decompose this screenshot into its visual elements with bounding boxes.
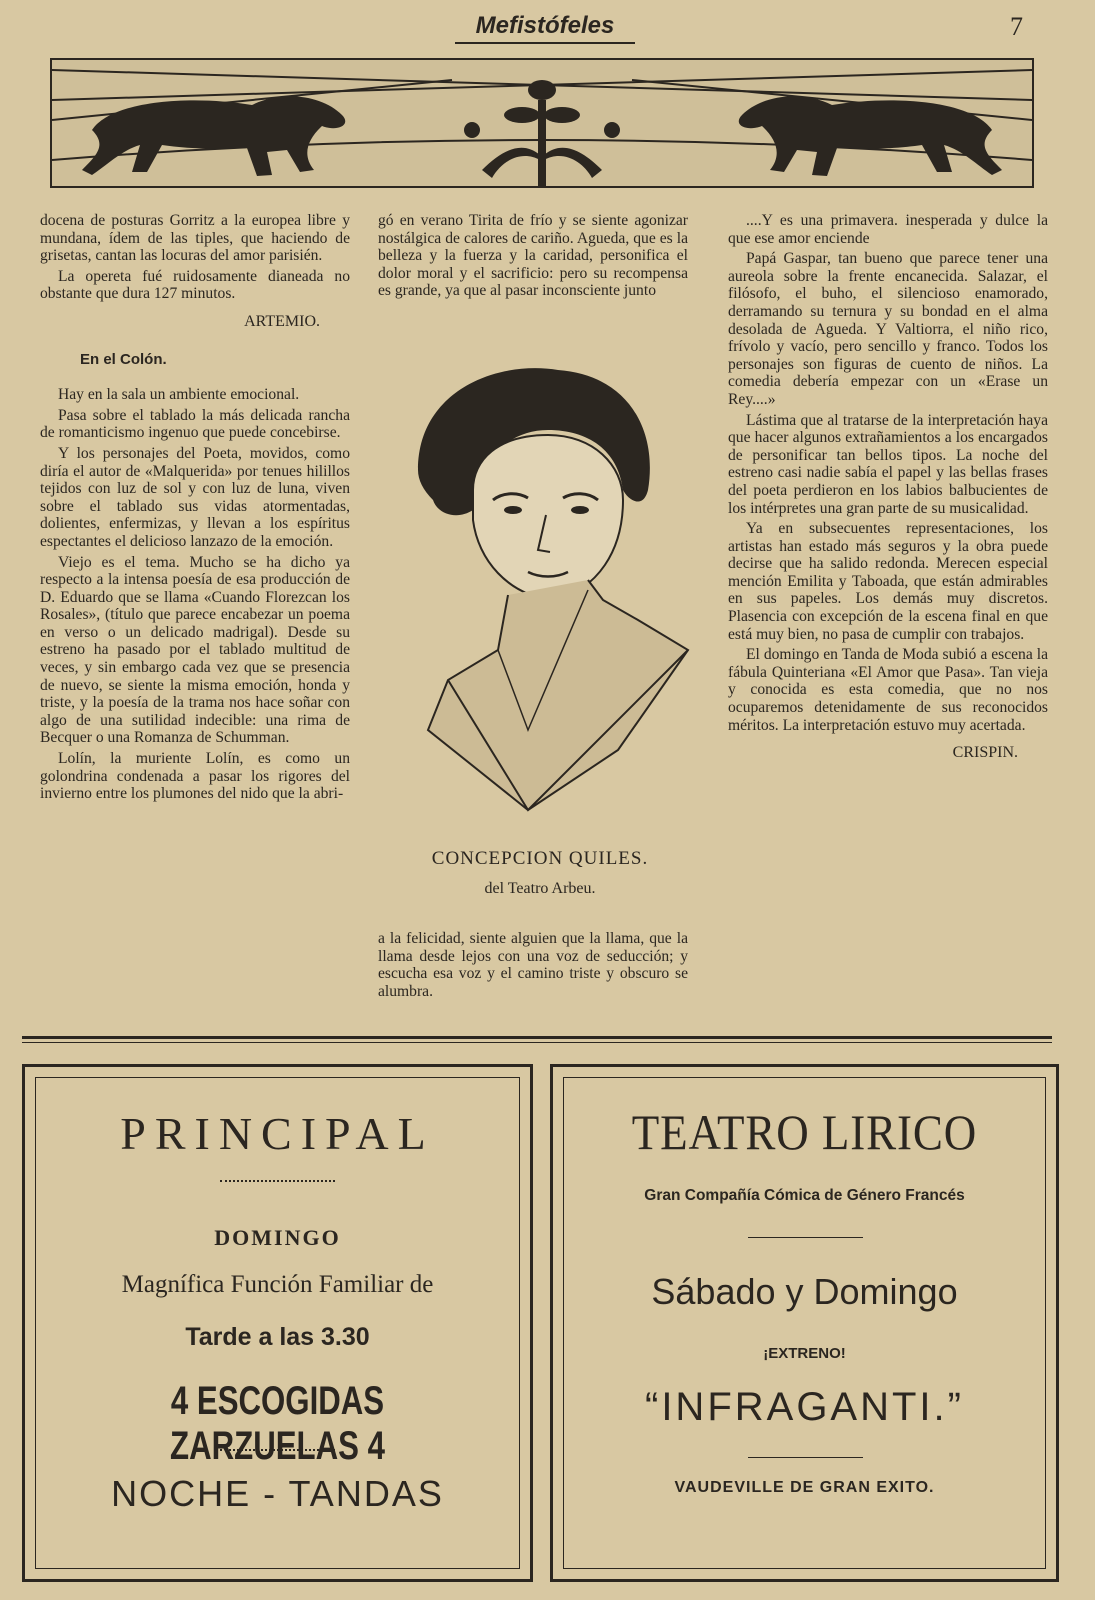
signature-artemio: ARTEMIO. (244, 312, 320, 330)
section-heading: En el Colón. (80, 350, 167, 368)
ad-title: PRINCIPAL (120, 1108, 435, 1159)
section-divider (22, 1036, 1052, 1039)
portrait-photo (388, 350, 708, 840)
magazine-title: Mefistófeles (475, 12, 615, 39)
ad-teatro-lirico (550, 1064, 1059, 1582)
right-beast-silhouette (739, 96, 1002, 176)
column-left (40, 212, 350, 806)
ad-title: TEATRO LIRICO (631, 1104, 978, 1160)
left-beast-silhouette (82, 96, 345, 176)
section-divider (22, 1042, 1052, 1043)
paragraph: a la felicidad, siente alguien que la llama, que la llama desde lejos con una voz de seducción; y escucha esa voz y el camino triste y obscuro se alumbra. (378, 930, 688, 1000)
column-right (728, 212, 1048, 770)
paragraph: ....Y es una primavera. inesperada y dulce la que ese amor enciende (728, 212, 1048, 247)
paragraph: El domingo en Tanda de Moda subió a escena la fábula Quinteriana «El Amor que Pasa». Tan vieja y conocida es esta comedia, que no nos ocuparemos detenidamente de sus reconocidos méritos. La interpretación estuvo muy acertada. (728, 646, 1048, 734)
ad-genre: VAUDEVILLE DE GRAN EXITO. (674, 1479, 935, 1496)
decorative-banner (50, 58, 1034, 188)
ad-days: Sábado y Domingo (651, 1271, 958, 1312)
ad-principal (22, 1064, 533, 1582)
paragraph: Papá Gaspar, tan bueno que parece tener una aureola sobre la frente encanecida. Salazar, el filósofo, el buho, el silencioso enamorado, derramando su ternura y su bondad en el alma desolada de Agueda. Y Valtiorra, el niño rico, frívolo y vacío, pero sencillo y franco. Todos los personajes son figuras de cuento de niños. La comedia debería empezar con un «Erase un Rey....» (728, 250, 1048, 408)
ad-day: DOMINGO (214, 1225, 341, 1250)
ad-night: NOCHE - TANDAS (111, 1473, 444, 1514)
column-middle-bottom (378, 930, 688, 1003)
paragraph: Y los personajes del Poeta, movidos, como diría el autor de «Malquerida» por tenues hilillos tejidos con luz de sol y con luz de luna, viven sobre el tablado sus vidas atormentadas, dolientes, enfermizas, y llevan a los espíritus espectantes el delicioso lanzazo de la emoción. (40, 444, 350, 550)
divider-line (748, 1457, 863, 1458)
dotted-divider (220, 1449, 335, 1451)
center-flower-ornament (464, 80, 620, 186)
ad-premiere: ¡EXTRENO! (763, 1345, 846, 1362)
paragraph: Hay en la sala un ambiente emocional. (58, 386, 300, 404)
paragraph: gó en verano Tirita de frío y se siente agonizar nostálgica de calores de cariño. Agueda, que es la belleza y la fuerza y la caridad, personifica el dolor moral y el sacrificio: pero su recompensa es grande, ya que al pasar inconsciente junto (378, 212, 688, 300)
dotted-divider (220, 1180, 335, 1182)
ad-line: Magnífica Función Familiar de (121, 1271, 434, 1298)
photo-caption: CONCEPCION QUILES. (431, 848, 649, 869)
title-underline (455, 42, 635, 44)
column-middle-top (378, 212, 688, 303)
paragraph: La opereta fué ruidosamente dianeada no obstante que dura 127 minutos. (40, 267, 350, 303)
divider-line (748, 1237, 863, 1238)
ad-company: Gran Compañía Cómica de Género Francés (644, 1187, 965, 1204)
paragraph: docena de posturas Gorritz a la europea libre y mundana, ídem de las tiples, que haciendo de grisetas, cantan las locuras del amor parisién. (40, 212, 350, 265)
ad-zarzuelas: 4 ESCOGIDAS ZARZUELAS 4 (170, 1379, 385, 1468)
paragraph: Viejo es el tema. Mucho se ha dicho ya respecto a la intensa poesía de esa producción de D. Eduardo que se llama «Cuando Florezcan los Rosales», (título que parece encabezar un poema en verso o un delicado madrigal). Desde su estreno ha pasado por el tablado multitud de veces, y sin embargo cada vez que se presencia de nuevo, se siente la misma emoción, honda y triste, y la poesía de la trama nos hace soñar con algo de una sutilidad indecible: una rima de Becquer o una Romanza de Schumman. (40, 553, 350, 747)
paragraph: Lástima que al tratarse de la interpretación haya que hacer algunos extrañamientos a los encargados de personificar tan bellos tipos. La noche del estreno casi nadie sabía el papel y las bellas frases del poeta perdieron en los labios balbucientes de los intérpretes una gran parte de su musicalidad. (728, 411, 1048, 517)
paragraph: Pasa sobre el tablado la más delicada rancha de romanticismo ingenuo que puede concebirse. (40, 406, 350, 442)
photo-subcaption: del Teatro Arbeu. (484, 880, 596, 897)
page-number: 7 (1010, 12, 1023, 41)
paragraph: Ya en subsecuentes representaciones, los artistas han estado más seguros y la obra puede decirse que ha salido redonda. Merecen especial mención Emilita y Taboada, que están admirables en sus papeles. Los demás muy discretos. Plasencia con excepción de la escena final en que está muy bien, no pasa de cumplir con trabajos. (728, 520, 1048, 643)
ad-time: Tarde a las 3.30 (185, 1323, 370, 1351)
ad-play: “INFRAGANTI.” (645, 1385, 964, 1429)
paragraph: Lolín, la muriente Lolín, es como un golondrina condenada a pasar los rigores del invierno entre los plumones del nido que la abri- (40, 750, 350, 803)
signature-crispin: CRISPIN. (952, 744, 1018, 762)
